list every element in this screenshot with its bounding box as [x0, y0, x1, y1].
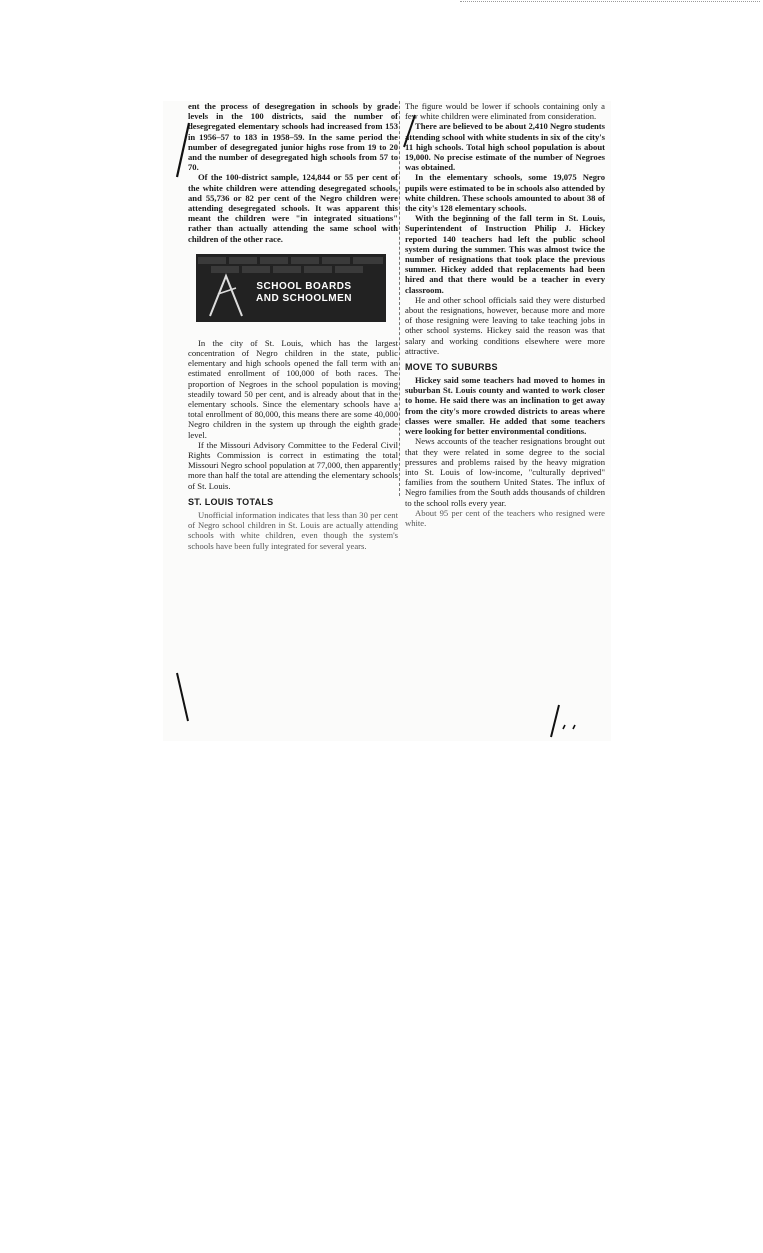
right-paragraph-2: There are believed to be about 2,410 Negro students attending school with white students in six of the city's 11 high schools. Total high school population is about 19,000. No precise estimate of the number of Negroes was obtained. — [405, 121, 605, 173]
school-boards-logo — [196, 254, 386, 322]
st-louis-paragraph-1: In the city of St. Louis, which has the largest concentration of Negro children in the state, public elementary and high schools opened the fall term with an estimated enrollment of 100,000 of both races. The proportion of Negroes in the school population is moving steadily toward 50 per cent, and is already about that in the elementary schools. Since the elementary schools have a total enrollment of 80,000, this means there are some 40,000 Negro children in the system up through the eighth grade level. — [188, 337, 398, 440]
right-paragraph-3: In the elementary schools, some 19,075 Negro pupils were estimated to be in schools also attended by white children. These schools amounted to about 38 of the city's 128 elementary schools. — [405, 172, 605, 214]
newspaper-clipping — [163, 101, 611, 741]
right-paragraph-5: He and other school officials said they were disturbed about the resignations, however, because more and more of those resigning were leaving to take teaching jobs in other school systems. Hickey said the reason was that salary and working conditions elsewhere were more attractive. — [405, 294, 605, 356]
totals-paragraph-1: Unofficial information indicates that less than 30 per cent of Negro school children in St. Louis are actually attending schools with white children, even though the system's schools have been fully integrated for several years. — [188, 509, 398, 551]
intro-paragraph-2: Of the 100-district sample, 124,844 or 55 per cent of the white children were attending desegregated schools, and 55,736 or 82 per cent of the Negro children were attending desegregated schools. It was apparent this meant the children were "in integrated situations" rather than actually attending the same school with children of the other race. — [188, 172, 398, 244]
heading-st-louis-totals: ST. LOUIS TOTALS — [188, 496, 274, 507]
left-column — [188, 101, 398, 551]
right-column — [405, 101, 605, 528]
top-dotted-rule — [460, 1, 760, 2]
intro-paragraph-1: ent the process of desegregation in schools by grade levels in the 100 districts, said the number of desegregated elementary schools had increased from 153 in 1956–57 to 183 in 1958–59. In the same period the number of desegregated junior highs rose from 19 to 20 and the number of desegregated high schools from 57 to 70. — [188, 101, 398, 173]
logo-title-line2: AND SCHOOLMEN — [256, 292, 352, 304]
heading-move-to-suburbs: MOVE TO SUBURBS — [405, 362, 498, 373]
logo-title — [234, 281, 374, 305]
suburbs-paragraph-3: About 95 per cent of the teachers who resigned were white. — [405, 507, 605, 528]
pen-mark-bottom-left — [173, 671, 193, 723]
pen-mark-top-right — [401, 113, 421, 149]
right-paragraph-1: The figure would be lower if schools containing only a few white children were eliminated from consideration. — [405, 101, 605, 122]
right-paragraph-4: With the beginning of the fall term in St. Louis, Superintendent of Instruction Philip J. Hickey reported 140 teachers had left the public school system during the summer. This was almost twice the number of resignations that took place the previous summer. Hickey added that replacements had been hired and that there would be a teacher in every classroom. — [405, 213, 605, 295]
column-divider — [399, 101, 401, 496]
pen-mark-bottom-right — [543, 701, 583, 741]
logo-title-line1: SCHOOL BOARDS — [256, 280, 352, 292]
suburbs-paragraph-1: Hickey said some teachers had moved to homes in suburban St. Louis county and wanted to work closer to home. He said there was an inclination to get away from the city's more crowded districts to areas where classes were smaller. He added that some teachers were looking for better environmental conditions. — [405, 375, 605, 437]
pen-mark-top-left — [173, 121, 193, 181]
st-louis-paragraph-2: If the Missouri Advisory Committee to the Federal Civil Rights Commission is correct in estimating the total Missouri Negro school population at 77,000, then apparently more than half the total are attending the elementary schools of St. Louis. — [188, 439, 398, 491]
suburbs-paragraph-2: News accounts of the teacher resignations brought out that they were related in some degree to the social pressures and problems raised by the heavy migration into St. Louis of low-income, "culturally deprived" families from the southern United States. The influx of Negro families from the South adds thousands of children to the school rolls every year. — [405, 436, 605, 508]
